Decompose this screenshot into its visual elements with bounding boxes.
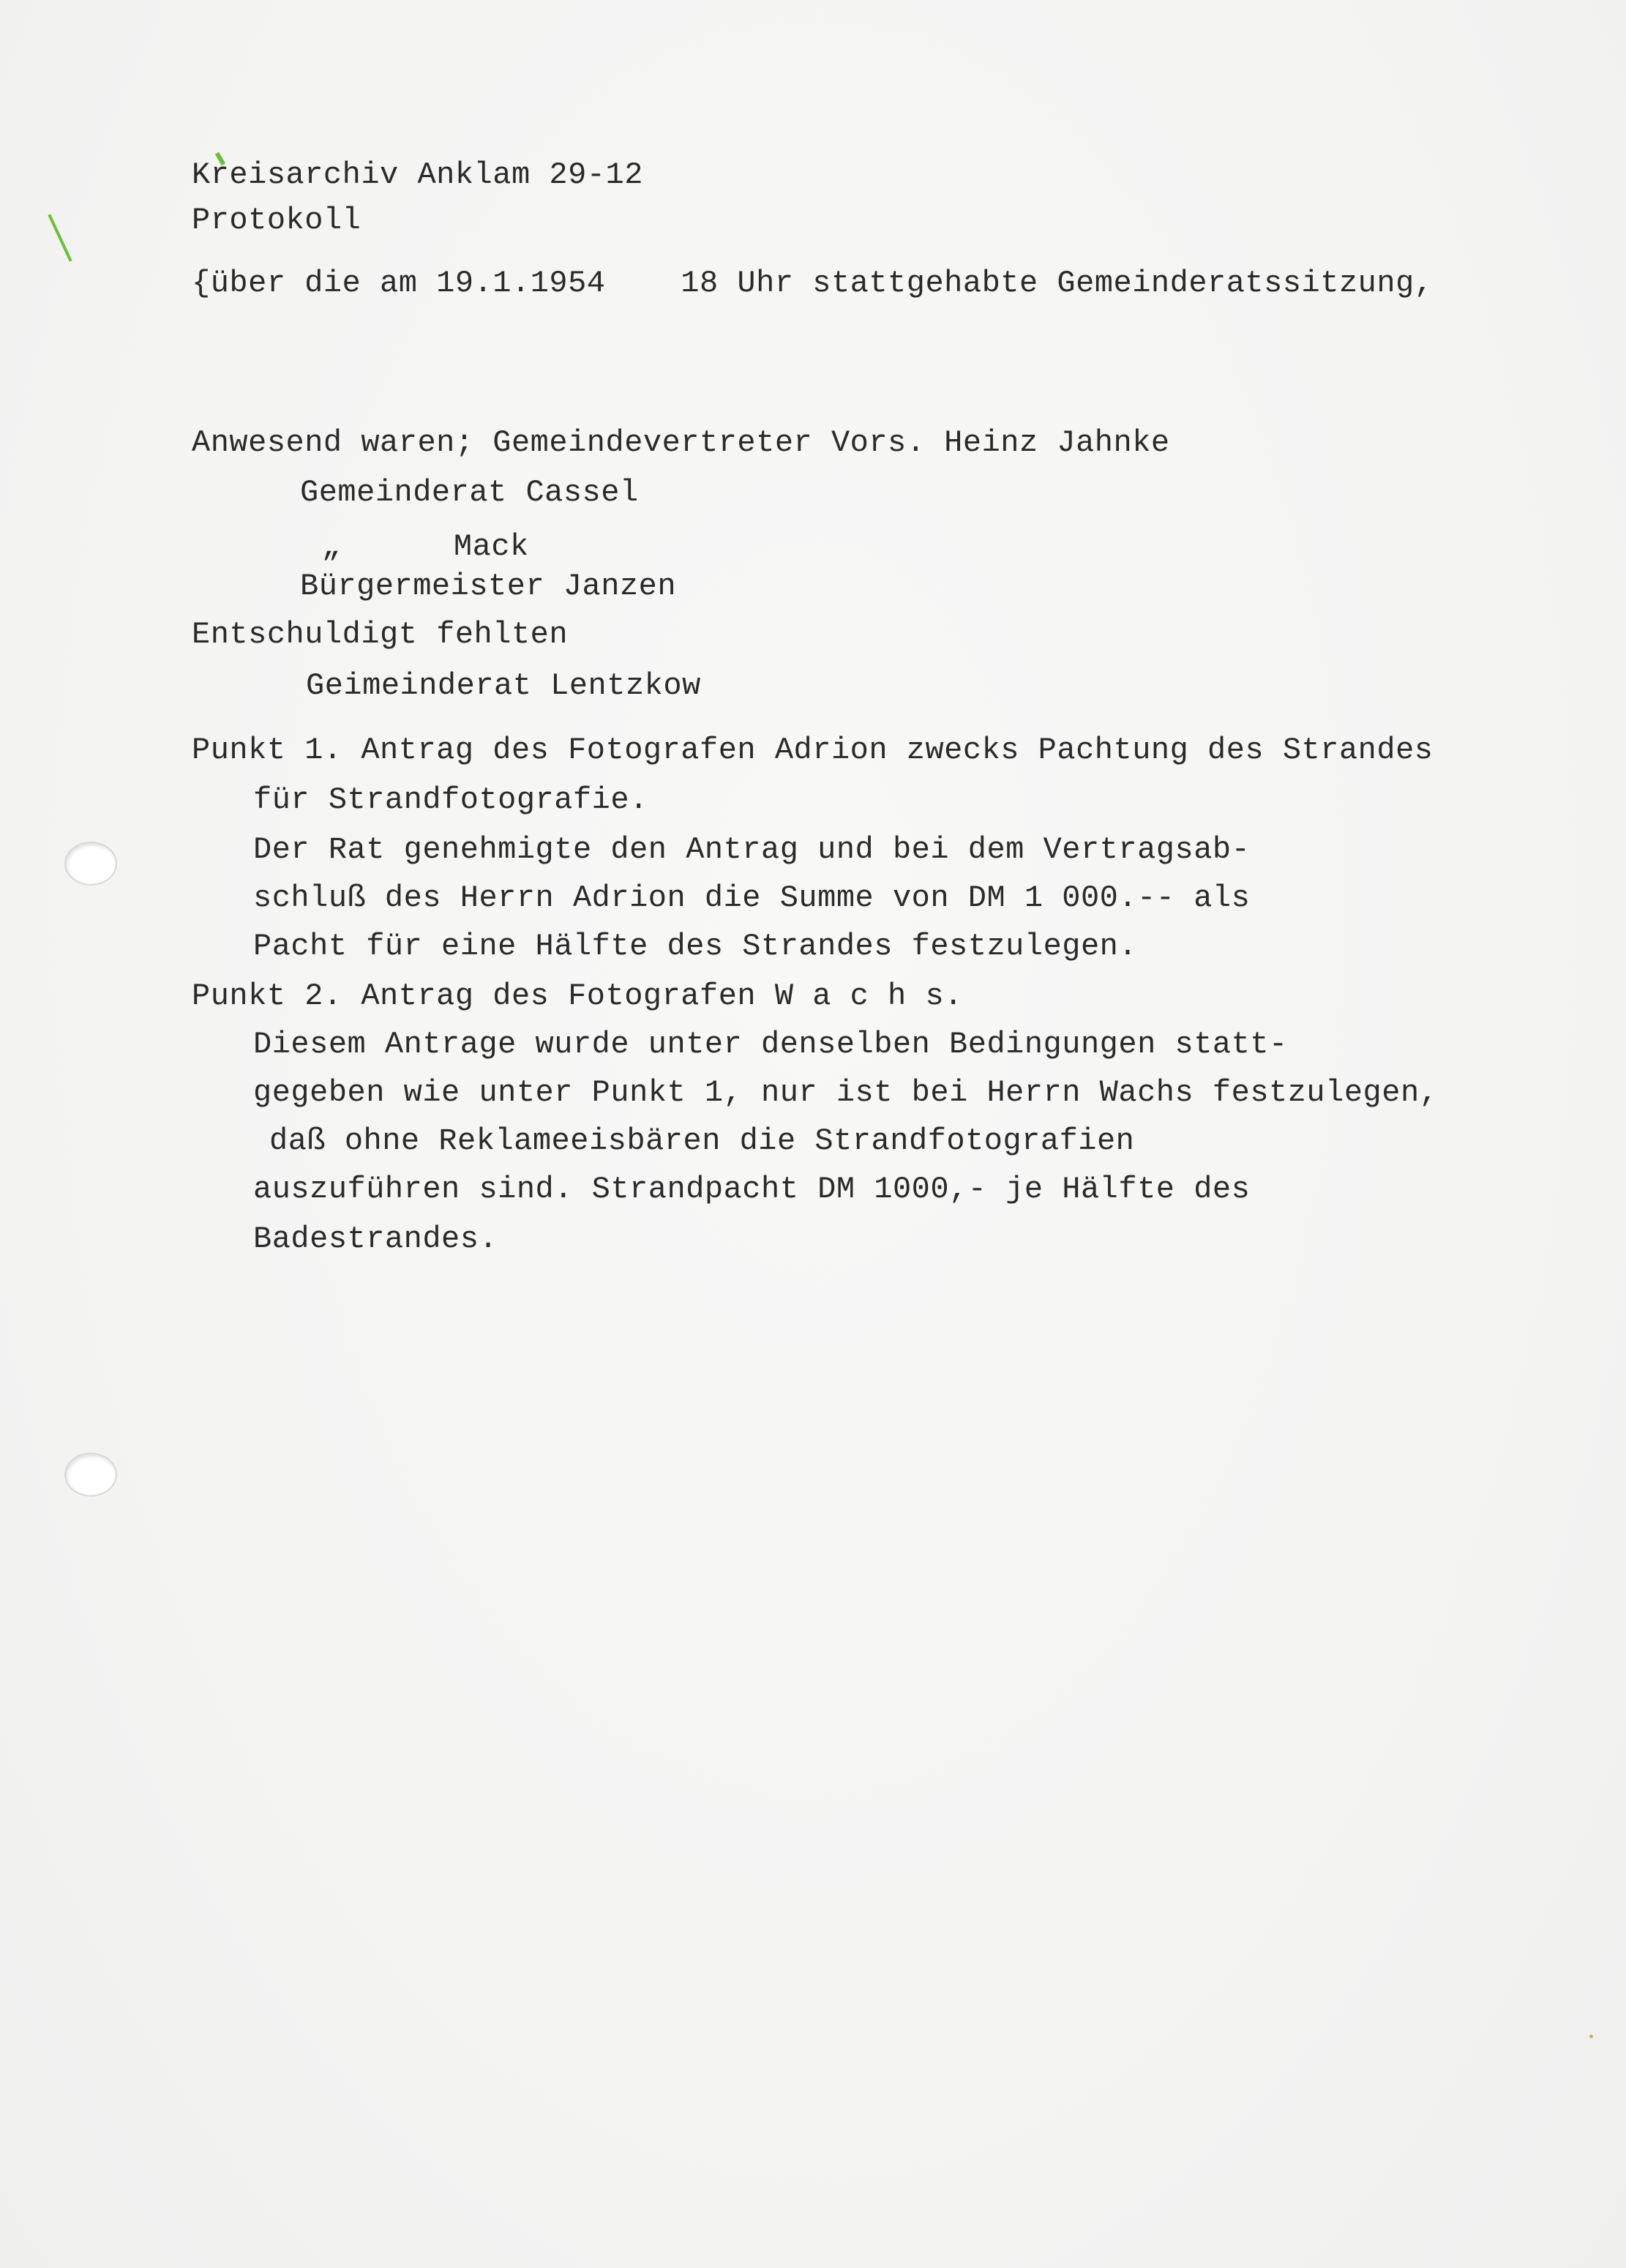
ink-speck [1589,2035,1593,2038]
point-2-line: Badestrandes. [253,1221,498,1257]
point-1-line: Der Rat genehmigte den Antrag und bei dem Vertragsab- [253,832,1251,867]
member-janzen: Bürgermeister Janzen [300,569,677,604]
excused-label: Entschuldigt fehlten [192,617,569,652]
archive-reference: Kreisarchiv Anklam 29-12 [192,157,643,192]
green-mark [48,214,72,261]
meeting-subject: {über die am 19.1.1954 18 Uhr stattgehabte Gemeinderatssitzung, [192,266,1434,301]
point-1-line: für Strandfotografie. [253,782,648,817]
point-1-heading: Punkt 1. Antrag des Fotografen Adrion zwecks Pachtung des Strandes [192,733,1434,768]
member-mack: „ Mack [322,529,529,564]
point-1-line: schluß des Herrn Adrion die Summe von DM 1 000.-- als [253,880,1251,916]
point-2-line: auszuführen sind. Strandpacht DM 1000,- je Hälfte des [253,1172,1251,1207]
present-line: Anwesend waren; Gemeindevertreter Vors. Heinz Jahnke [192,425,1170,460]
point-2-heading: Punkt 2. Antrag des Fotografen W a c h s. [192,978,963,1014]
punch-hole-top [64,842,117,886]
point-2-line: gegeben wie unter Punkt 1, nur ist bei Herrn Wachs festzulegen, [253,1075,1439,1110]
point-1-line: Pacht für eine Hälfte des Strandes festzulegen. [253,929,1138,964]
punch-hole-bottom [64,1453,117,1497]
member-cassel: Gemeinderat Cassel [300,475,639,510]
excused-member: Geimeinderat Lentzkow [306,668,701,703]
point-2-line: Diesem Antrage wurde unter denselben Bedingungen statt- [253,1027,1288,1062]
document-type: Protokoll [192,203,361,238]
point-2-line: daß ohne Reklameeisbären die Strandfotografien [269,1123,1135,1159]
